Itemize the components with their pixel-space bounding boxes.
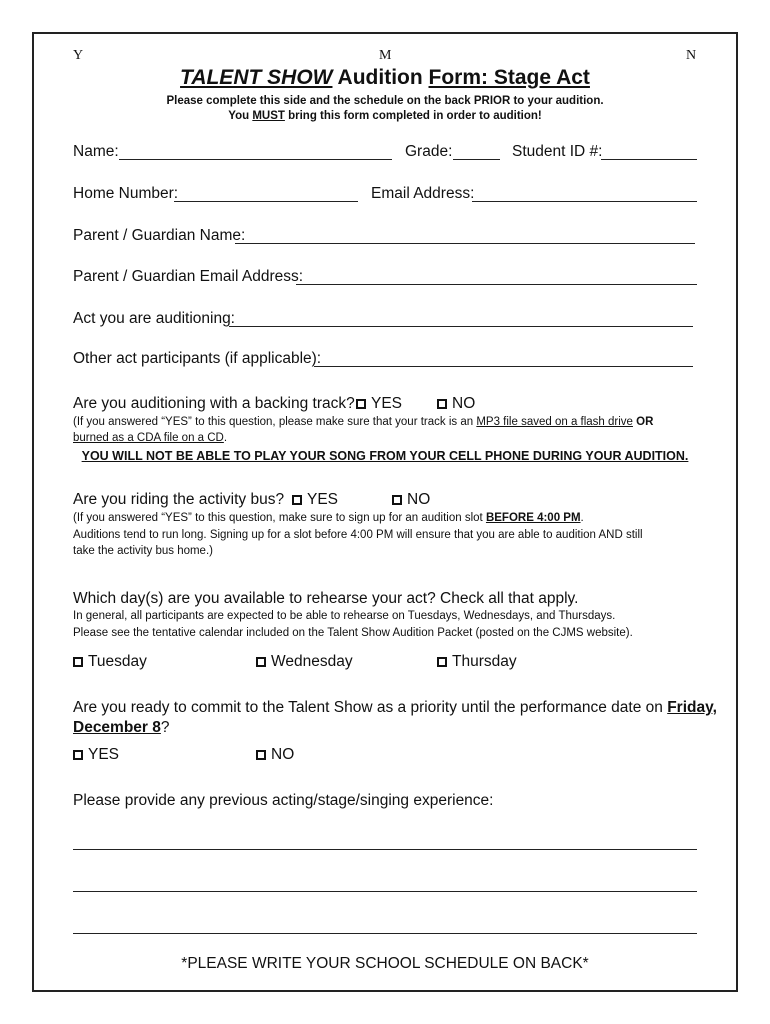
note-cda: burned as a CDA file on a CD (73, 432, 224, 444)
title-form-stage-act: Form: Stage Act (428, 66, 590, 89)
checkbox-icon[interactable] (392, 495, 402, 505)
commit-friday: Friday, (667, 699, 717, 716)
corner-letter-left: Y (73, 48, 84, 63)
commit-qmark: ? (160, 719, 170, 736)
backing-track-yes-option[interactable] (356, 395, 402, 413)
wednesday-label: Wednesday (271, 653, 353, 670)
activity-bus-yes-label: YES (307, 491, 339, 508)
note-period: . (580, 512, 584, 524)
footer-instruction: *PLEASE WRITE YOUR SCHOOL SCHEDULE ON BACK* (181, 955, 589, 972)
activity-bus-question: Are you riding the activity bus? (73, 491, 285, 508)
checkbox-icon[interactable] (256, 750, 266, 760)
experience-line-3[interactable] (73, 933, 697, 934)
commit-no-label: NO (271, 746, 295, 763)
commit-question-line-2 (73, 719, 170, 737)
parent-name-label: Parent / Guardian Name: (73, 227, 246, 244)
subtitle-must: MUST (252, 110, 285, 122)
backing-track-yes-label: YES (371, 395, 403, 412)
backing-track-note-line-1 (73, 416, 653, 428)
commit-question-line-1 (73, 699, 717, 717)
rehearsal-wednesday-option[interactable] (256, 653, 353, 671)
commit-yes-label: YES (88, 746, 120, 763)
note-before-4pm: BEFORE 4:00 PM (485, 512, 581, 524)
checkbox-icon[interactable] (73, 750, 83, 760)
activity-bus-no-label: NO (407, 491, 431, 508)
activity-bus-no-option[interactable] (392, 491, 430, 509)
corner-letter-center: M (379, 48, 392, 63)
rehearsal-question: Which day(s) are you available to rehearse your act? Check all that apply. (73, 590, 579, 607)
backing-track-no-label: NO (452, 395, 476, 412)
rehearsal-note-line-1: In general, all participants are expected to be able to rehearse on Tuesdays, Wednesdays, and Thursdays. (73, 610, 616, 622)
activity-bus-note-line-3: take the activity bus home.) (73, 545, 213, 557)
parent-email-field[interactable] (296, 284, 697, 285)
rehearsal-thursday-option[interactable] (437, 653, 517, 671)
experience-line-1[interactable] (73, 849, 697, 850)
checkbox-icon[interactable] (292, 495, 302, 505)
rehearsal-tuesday-option[interactable] (73, 653, 147, 671)
checkbox-icon[interactable] (437, 657, 447, 667)
home-number-field[interactable] (174, 201, 358, 202)
grade-field[interactable] (453, 159, 500, 160)
other-participants-label: Other act participants (if applicable): (73, 350, 322, 367)
parent-name-field[interactable] (235, 243, 695, 244)
subtitle-line-2 (0, 110, 770, 122)
checkbox-icon[interactable] (73, 657, 83, 667)
title-audition: Audition (332, 66, 429, 89)
note-period: . (223, 432, 228, 444)
subtitle-line-1: Please complete this side and the schedule on the back PRIOR to your audition. (166, 95, 604, 107)
activity-bus-note-line-1 (73, 512, 584, 524)
experience-prompt: Please provide any previous acting/stage/singing experience: (73, 792, 494, 809)
commit-yes-option[interactable] (73, 746, 119, 764)
student-id-label: Student ID #: (512, 143, 603, 160)
checkbox-icon[interactable] (356, 399, 366, 409)
backing-track-note-line-2 (73, 432, 227, 444)
name-field[interactable] (119, 159, 392, 160)
email-field[interactable] (472, 201, 697, 202)
title-talent-show: TALENT SHOW (180, 66, 333, 89)
experience-line-2[interactable] (73, 891, 697, 892)
student-id-field[interactable] (601, 159, 697, 160)
note-or: OR (632, 416, 654, 428)
checkbox-icon[interactable] (437, 399, 447, 409)
subtitle-text: You (228, 110, 253, 122)
other-participants-field[interactable] (314, 366, 693, 367)
checkbox-icon[interactable] (256, 657, 266, 667)
backing-track-no-option[interactable] (437, 395, 475, 413)
rehearsal-note-line-2: Please see the tentative calendar included on the Talent Show Audition Packet (posted on the CJMS website). (73, 627, 633, 639)
commit-no-option[interactable] (256, 746, 294, 764)
thursday-label: Thursday (452, 653, 517, 670)
page-title (0, 66, 770, 90)
note-text: (If you answered “YES” to this question, make sure to sign up for an audition slot (73, 512, 486, 524)
grade-label: Grade: (405, 143, 453, 160)
home-number-label: Home Number: (73, 185, 179, 202)
backing-track-question: Are you auditioning with a backing track? (73, 395, 355, 412)
subtitle-text-end: bring this form completed in order to audition! (284, 110, 542, 122)
act-field[interactable] (229, 326, 693, 327)
parent-email-label: Parent / Guardian Email Address: (73, 268, 304, 285)
act-label: Act you are auditioning: (73, 310, 235, 327)
name-label: Name: (73, 143, 119, 160)
email-label: Email Address: (371, 185, 475, 202)
commit-text: Are you ready to commit to the Talent Show as a priority until the performance date on (73, 699, 668, 716)
tuesday-label: Tuesday (88, 653, 147, 670)
note-text: (If you answered “YES” to this question, please make sure that your track is an (73, 416, 477, 428)
note-mp3: MP3 file saved on a flash drive (476, 416, 633, 428)
activity-bus-yes-option[interactable] (292, 491, 338, 509)
cell-phone-warning: YOU WILL NOT BE ABLE TO PLAY YOUR SONG FROM YOUR CELL PHONE DURING YOUR AUDITION. (81, 449, 689, 463)
commit-december: December 8 (73, 719, 161, 736)
corner-letter-right: N (686, 48, 697, 63)
activity-bus-note-line-2: Auditions tend to run long. Signing up for a slot before 4:00 PM will ensure that you are able to audition AND still (73, 529, 643, 541)
